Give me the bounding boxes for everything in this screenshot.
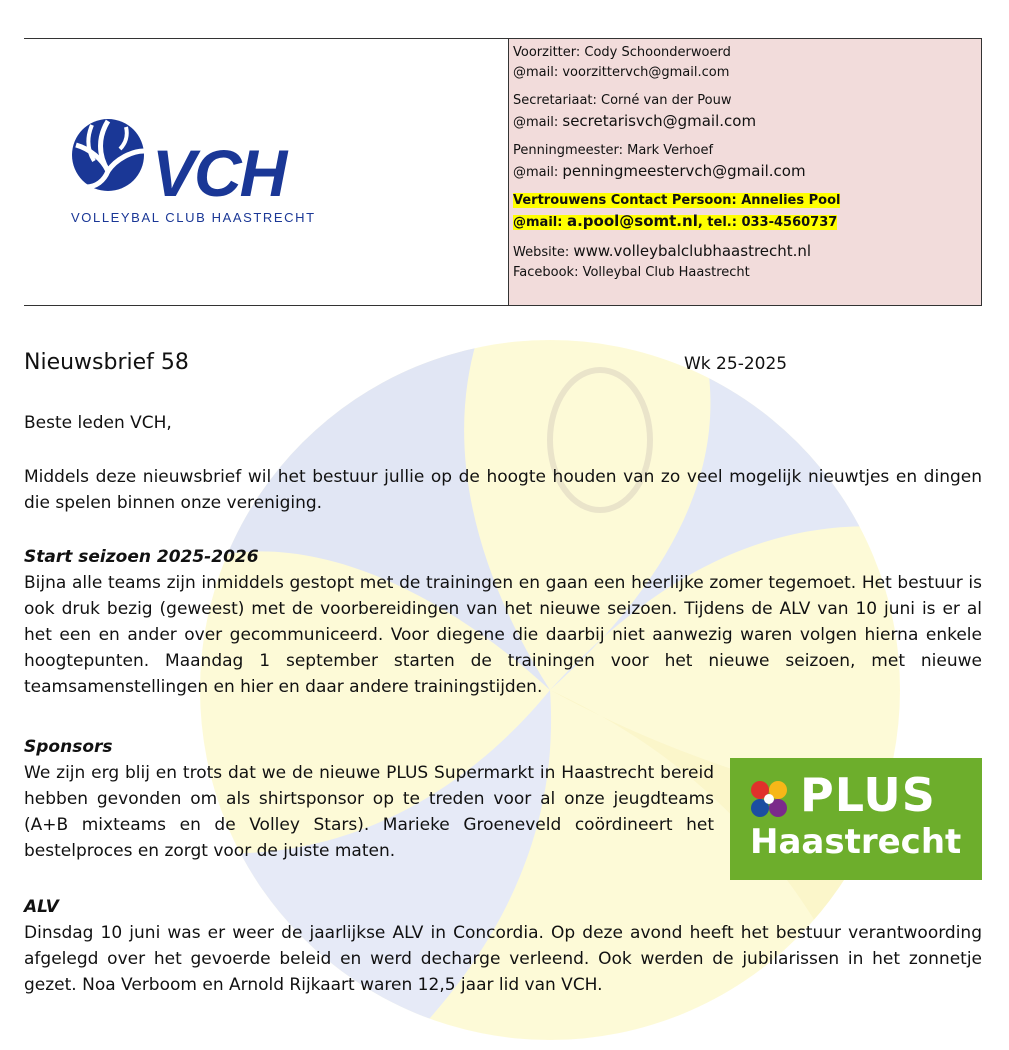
logo-cell: [24, 39, 508, 305]
confidential-phone: , tel.: 033-4560737: [697, 215, 838, 230]
treasurer-mail-link[interactable]: penningmeestervch@gmail.com: [562, 162, 806, 180]
greeting: Beste leden VCH,: [24, 413, 172, 433]
confidential-mail-prefix: @mail:: [513, 215, 567, 230]
website-line: [513, 241, 981, 263]
treasurer-block: [513, 141, 981, 183]
chairman-block: [513, 43, 981, 83]
section-title-alv: ALV: [24, 897, 59, 917]
treasurer-mail-line: [513, 161, 981, 183]
club-name-subtitle: VOLLEYBAL CLUB HAASTRECHT: [71, 210, 316, 225]
contact-info-cell: [508, 39, 982, 305]
secretary-mail-line: [513, 111, 981, 133]
section-body-start-season: Bijna alle teams zijn inmiddels gestopt met de trainingen en gaan een heerlijke zomer tegemoet. Het bestuur is ook druk bezig (geweest) met de voorbereidingen van het nieuwe seizoen. Tijdens de ALV van 10 juni is er al het een en ander over gecommuniceerd. Voor diegene die daarbij niet aanwezig waren volgen hierna enkele hoogtepunten. Maandag 1 september starten de trainingen voor het nieuwe seizoen, met nieuwe teamsamenstellingen en hier en daar andere trainingstijden.: [24, 573, 982, 697]
secretary-line: Secretariaat: Corné van der Pouw: [513, 93, 732, 108]
confidential-contact-line: Vertrouwens Contact Persoon: Annelies Pool: [513, 193, 841, 208]
confidential-mail-wrap: [513, 211, 981, 233]
treasurer-line: Penningmeester: Mark Verhoef: [513, 143, 714, 158]
confidential-mail-line: [513, 212, 838, 230]
confidential-mail-link[interactable]: a.pool@somt.nl: [566, 212, 698, 230]
secretary-block: [513, 91, 981, 133]
plus-logo-city: Haastrecht: [750, 822, 962, 862]
section-title-start-season: Start seizoen 2025-2026: [24, 547, 259, 567]
section-body-alv: Dinsdag 10 juni was er weer de jaarlijkse ALV in Concordia. Op deze avond heeft het bestuur verantwoording afgelegd over het gevoerde beleid en werd decharge verleend. Ook werden de jubilarissen in het zonnetje gezet. Noa Verboom en Arnold Rijkaart waren 12,5 jaar lid van VCH.: [24, 923, 982, 995]
chairman-mail[interactable]: @mail: voorzittervch@gmail.com: [513, 65, 730, 80]
website-prefix: Website:: [513, 245, 574, 260]
volleyball-logo-icon: [68, 115, 148, 195]
newsletter-title: Nieuwsbrief 58: [24, 350, 189, 375]
newsletter-week: Wk 25-2025: [684, 354, 788, 374]
facebook-line[interactable]: Facebook: Volleybal Club Haastrecht: [513, 265, 750, 280]
section-body-sponsors: We zijn erg blij en trots dat we de nieuwe PLUS Supermarkt in Haastrecht bereid hebben gevonden om als shirtsponsor op te treden voor al onze jeugdteams (A+B mixteams en de Volley Stars). Marieke Groeneveld coördineert het bestelproces en zorgt voor de juiste maten.: [24, 763, 714, 861]
letterhead: [24, 38, 982, 306]
plus-logo-word: PLUS: [800, 768, 936, 822]
secretary-mail-prefix: @mail:: [513, 115, 563, 130]
intro-paragraph: Middels deze nieuwsbrief wil het bestuur jullie op de hoogte houden van zo veel mogelijk nieuwtjes en dingen die spelen binnen onze vereniging.: [24, 467, 982, 513]
secretary-mail-link[interactable]: secretarisvch@gmail.com: [562, 112, 757, 130]
plus-haastrecht-logo: [730, 758, 982, 880]
web-block: [513, 241, 981, 283]
chairman-line: Voorzitter: Cody Schoonderwoerd: [513, 45, 731, 60]
vch-logo-text: VCH: [152, 136, 286, 210]
website-link[interactable]: www.volleybalclubhaastrecht.nl: [573, 242, 812, 260]
plus-flower-icon: [748, 778, 790, 820]
confidential-line-wrap: [513, 191, 981, 211]
section-title-sponsors: Sponsors: [24, 737, 113, 757]
treasurer-mail-prefix: @mail:: [513, 165, 563, 180]
confidential-contact-block: [513, 191, 981, 233]
